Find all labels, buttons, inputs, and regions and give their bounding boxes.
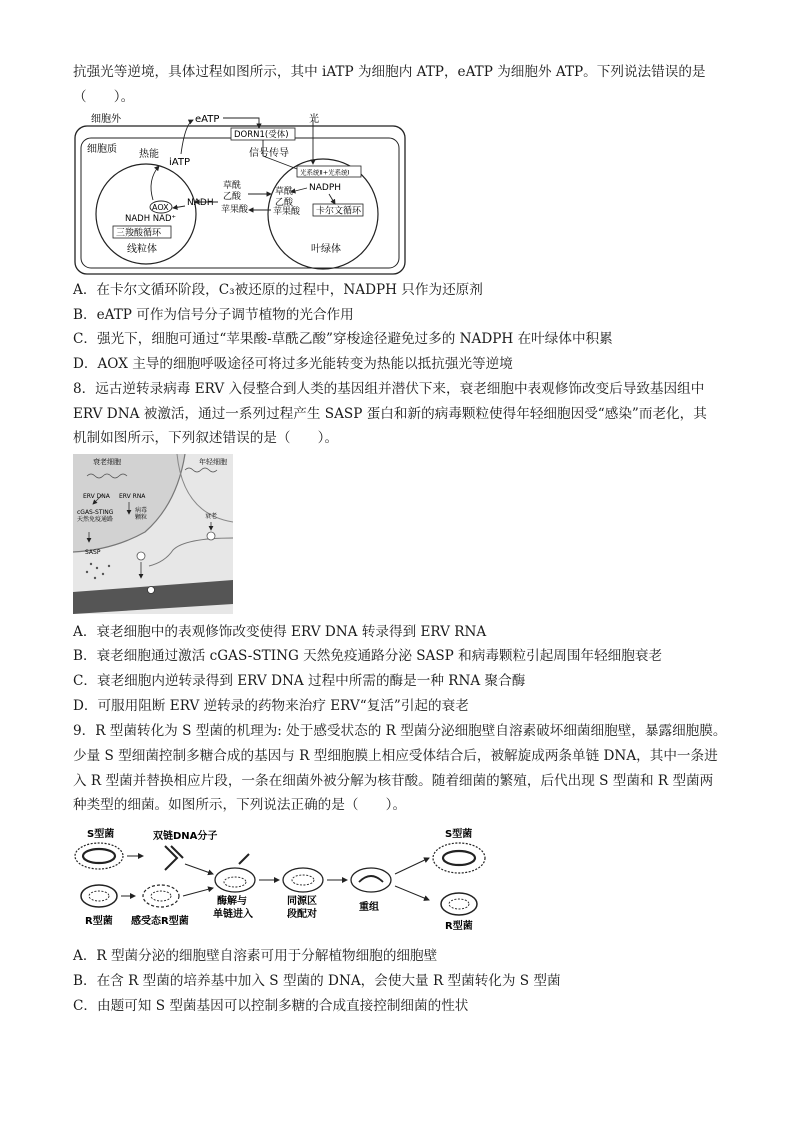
q7-intro-line-1: 抗强光等逆境，具体过程如图所示，其中 iATP 为细胞内 ATP，eATP 为细胞外 ATP。下列说法错误的是 bbox=[73, 64, 706, 80]
q7-figure bbox=[73, 110, 413, 276]
q8-option-d: D．可服用阻断 ERV 逆转录的药物来治疗 ERV“复活”引起的衰老 bbox=[73, 698, 469, 714]
cytoplasm-label: 细胞质 bbox=[87, 144, 117, 155]
q9-figure bbox=[73, 824, 493, 936]
oaa-right-2: 乙酸 bbox=[275, 198, 294, 208]
cgas-label: cGAS-STING bbox=[77, 509, 114, 516]
sasp-dot bbox=[102, 573, 104, 575]
q8-figure bbox=[73, 454, 233, 614]
q8-option-c: C．衰老细胞内逆转录得到 ERV DNA 过程中所需的酶是一种 RNA 聚合酶 bbox=[73, 673, 526, 689]
recomb-label: 重组 bbox=[359, 902, 379, 913]
competent-to-enzyme-arrow bbox=[183, 888, 213, 896]
heat-label: 热能 bbox=[139, 149, 159, 160]
q8-stem-line-2: ERV DNA 被激活，通过一系列过程产生 SASP 蛋白和新的病毒颗粒使得年轻细胞因受“感染”而老化，其 bbox=[73, 406, 707, 422]
q9-option-c: C．由题可知 S 型菌基因可以控制多糖的合成直接控制细菌的性状 bbox=[73, 998, 469, 1014]
q9-stem-line-3: 入 R 型菌并替换相应片段，一条在细菌外被分解为核苷酸。随着细菌的繁殖，后代出现 S 型菌和 R 型菌两 bbox=[73, 773, 714, 789]
q9-option-a: A．R 型菌分泌的细胞壁自溶素可用于分解植物细胞的细胞壁 bbox=[73, 948, 438, 964]
s-bacteria-label: S型菌 bbox=[87, 829, 115, 840]
aox-label: AOX bbox=[152, 203, 169, 212]
q9-stem-line-2: 少量 S 型细菌控制多糖合成的基因与 R 型细胞膜上相应受体结合后，被解旋成两条单链 DNA，其中一条进 bbox=[73, 748, 718, 764]
r-result-cell bbox=[441, 893, 477, 915]
erv-dna-label: ERV DNA bbox=[83, 493, 110, 500]
dsdna-label: 双链DNA分子 bbox=[153, 831, 218, 842]
dsdna-icon-2 bbox=[171, 846, 183, 858]
nadph-oaa-arrow bbox=[291, 188, 307, 192]
q7-option-d: D．AOX 主导的细胞呼吸途径可将过多光能转变为热能以抵抗强光等逆境 bbox=[73, 356, 513, 372]
oaa-right-1: 草酰 bbox=[275, 187, 294, 197]
recomb-cell bbox=[351, 868, 391, 892]
senescence-label: 衰老 bbox=[205, 513, 218, 520]
iatp-label: iATP bbox=[169, 157, 190, 168]
q8-stem-line-1: 8．远古逆转录病毒 ERV 入侵整合到人类的基因组并潜伏下来，衰老细胞中表观修饰改变后导致基因组中 bbox=[73, 381, 705, 397]
r-bacteria-dna bbox=[89, 891, 109, 901]
entering-strand-icon bbox=[239, 854, 249, 864]
recomb-dna bbox=[359, 876, 383, 882]
competent-cell bbox=[143, 885, 179, 907]
q7-option-c: C．强光下，细胞可通过“苹果酸-草酰乙酸”穿梭途径避免过多的 NADPH 在叶绿体中积累 bbox=[73, 331, 613, 347]
enzyme-entry-1: 酶解与 bbox=[217, 896, 247, 907]
signal-label: 信号传导 bbox=[249, 148, 289, 159]
nadph-calvin-arrow bbox=[329, 194, 335, 204]
s-result-label: S型菌 bbox=[445, 829, 473, 840]
receptor-label: DORN1(受体) bbox=[234, 130, 289, 140]
q7-intro-line-2: （ ）。 bbox=[73, 89, 135, 105]
enzyme-entry-2: 单链进入 bbox=[213, 909, 253, 920]
q9-stem-line-1: 9．R 型菌转化为 S 型菌的机理为: 处于感受状态的 R 型菌分泌细胞壁自溶素破坏细菌细胞壁，暴露细胞膜。 bbox=[73, 723, 727, 739]
light-label: 光 bbox=[309, 114, 319, 125]
eatp-label: eATP bbox=[195, 114, 220, 125]
r-bacteria-cell bbox=[81, 885, 117, 907]
competent-label: 感受态R型菌 bbox=[131, 916, 189, 927]
homologous-2: 段配对 bbox=[287, 909, 317, 920]
calvin-label: 卡尔文循环 bbox=[316, 206, 362, 217]
r-result-label: R型菌 bbox=[445, 921, 473, 932]
homologous-1: 同源区 bbox=[287, 896, 317, 907]
s-result-cell bbox=[443, 851, 475, 865]
competent-dna bbox=[151, 891, 171, 901]
outside-label: 细胞外 bbox=[91, 114, 121, 125]
virus-label-2: 颗粒 bbox=[135, 514, 148, 521]
malate-left-label: 苹果酸 bbox=[221, 205, 249, 215]
r-result-dna bbox=[449, 899, 469, 909]
oaa-left-1: 草酰 bbox=[223, 181, 242, 191]
heat-arrow bbox=[151, 166, 159, 200]
q8-option-b: B．衰老细胞通过激活 cGAS-STING 天然免疫通路分泌 SASP 和病毒颗粒引起周围年轻细胞衰老 bbox=[73, 648, 663, 664]
oaa-left-2: 乙酸 bbox=[223, 192, 242, 202]
s-result-capsule bbox=[433, 843, 485, 873]
photosystem-label: 光系统Ⅱ+光系统Ⅰ bbox=[300, 168, 350, 177]
q7-option-b: B．eATP 可作为信号分子调节植物的光合作用 bbox=[73, 307, 354, 323]
nadh-nad-label: NADH NAD⁺ bbox=[125, 214, 177, 224]
iatp-out-arrow bbox=[181, 120, 193, 154]
old-cell-label: 衰老细胞 bbox=[93, 458, 121, 466]
to-r-result-arrow bbox=[395, 886, 429, 900]
pairing-cell-dna bbox=[292, 875, 314, 885]
sasp-dot bbox=[108, 565, 110, 567]
virus-particle-icon-3 bbox=[148, 587, 155, 594]
q9-option-b: B．在含 R 型菌的培养基中加入 S 型菌的 DNA，会使大量 R 型菌转化为 S 型菌 bbox=[73, 973, 561, 989]
r-bacteria-label: R型菌 bbox=[85, 916, 113, 927]
innate-label: 天然免疫通路 bbox=[77, 516, 114, 523]
sasp-dot bbox=[96, 567, 98, 569]
sasp-dot bbox=[90, 563, 92, 565]
q9-stem-line-4: 种类型的细菌。如图所示，下列说法正确的是（ ）。 bbox=[73, 797, 407, 813]
young-cell-label: 年轻细胞 bbox=[199, 458, 227, 466]
virus-particle-icon-2 bbox=[137, 552, 145, 560]
q7-option-a: A．在卡尔文循环阶段，C₃被还原的过程中，NADPH 只作为还原剂 bbox=[73, 282, 483, 298]
malate-right-label: 苹果酸 bbox=[273, 207, 301, 217]
virus-label-1: 病毒 bbox=[135, 507, 148, 514]
erv-rna-label: ERV RNA bbox=[119, 493, 146, 500]
dna-to-enzyme-arrow bbox=[185, 864, 213, 874]
tca-label: 三羧酸循环 bbox=[116, 228, 162, 239]
sasp-label: SASP bbox=[85, 549, 101, 556]
s-bacteria-cell bbox=[83, 849, 115, 863]
mito-label: 线粒体 bbox=[127, 244, 157, 255]
pairing-cell bbox=[283, 868, 323, 892]
nadh-label: NADH bbox=[187, 198, 214, 208]
nadh-in-arrow bbox=[173, 206, 185, 208]
sasp-dot bbox=[94, 577, 96, 579]
virus-particle-icon bbox=[207, 532, 215, 540]
chloro-label: 叶绿体 bbox=[311, 244, 341, 255]
nadph-label: NADPH bbox=[309, 183, 342, 193]
enzyme-cell-dna bbox=[224, 877, 246, 887]
to-s-result-arrow bbox=[395, 858, 429, 874]
q8-stem-line-3: 机制如图所示，下列叙述错误的是（ ）。 bbox=[73, 430, 339, 446]
enzyme-cell bbox=[215, 868, 255, 892]
q8-option-a: A．衰老细胞中的表观修饰改变使得 ERV DNA 转录得到 ERV RNA bbox=[73, 624, 487, 640]
sasp-dot bbox=[86, 571, 88, 573]
